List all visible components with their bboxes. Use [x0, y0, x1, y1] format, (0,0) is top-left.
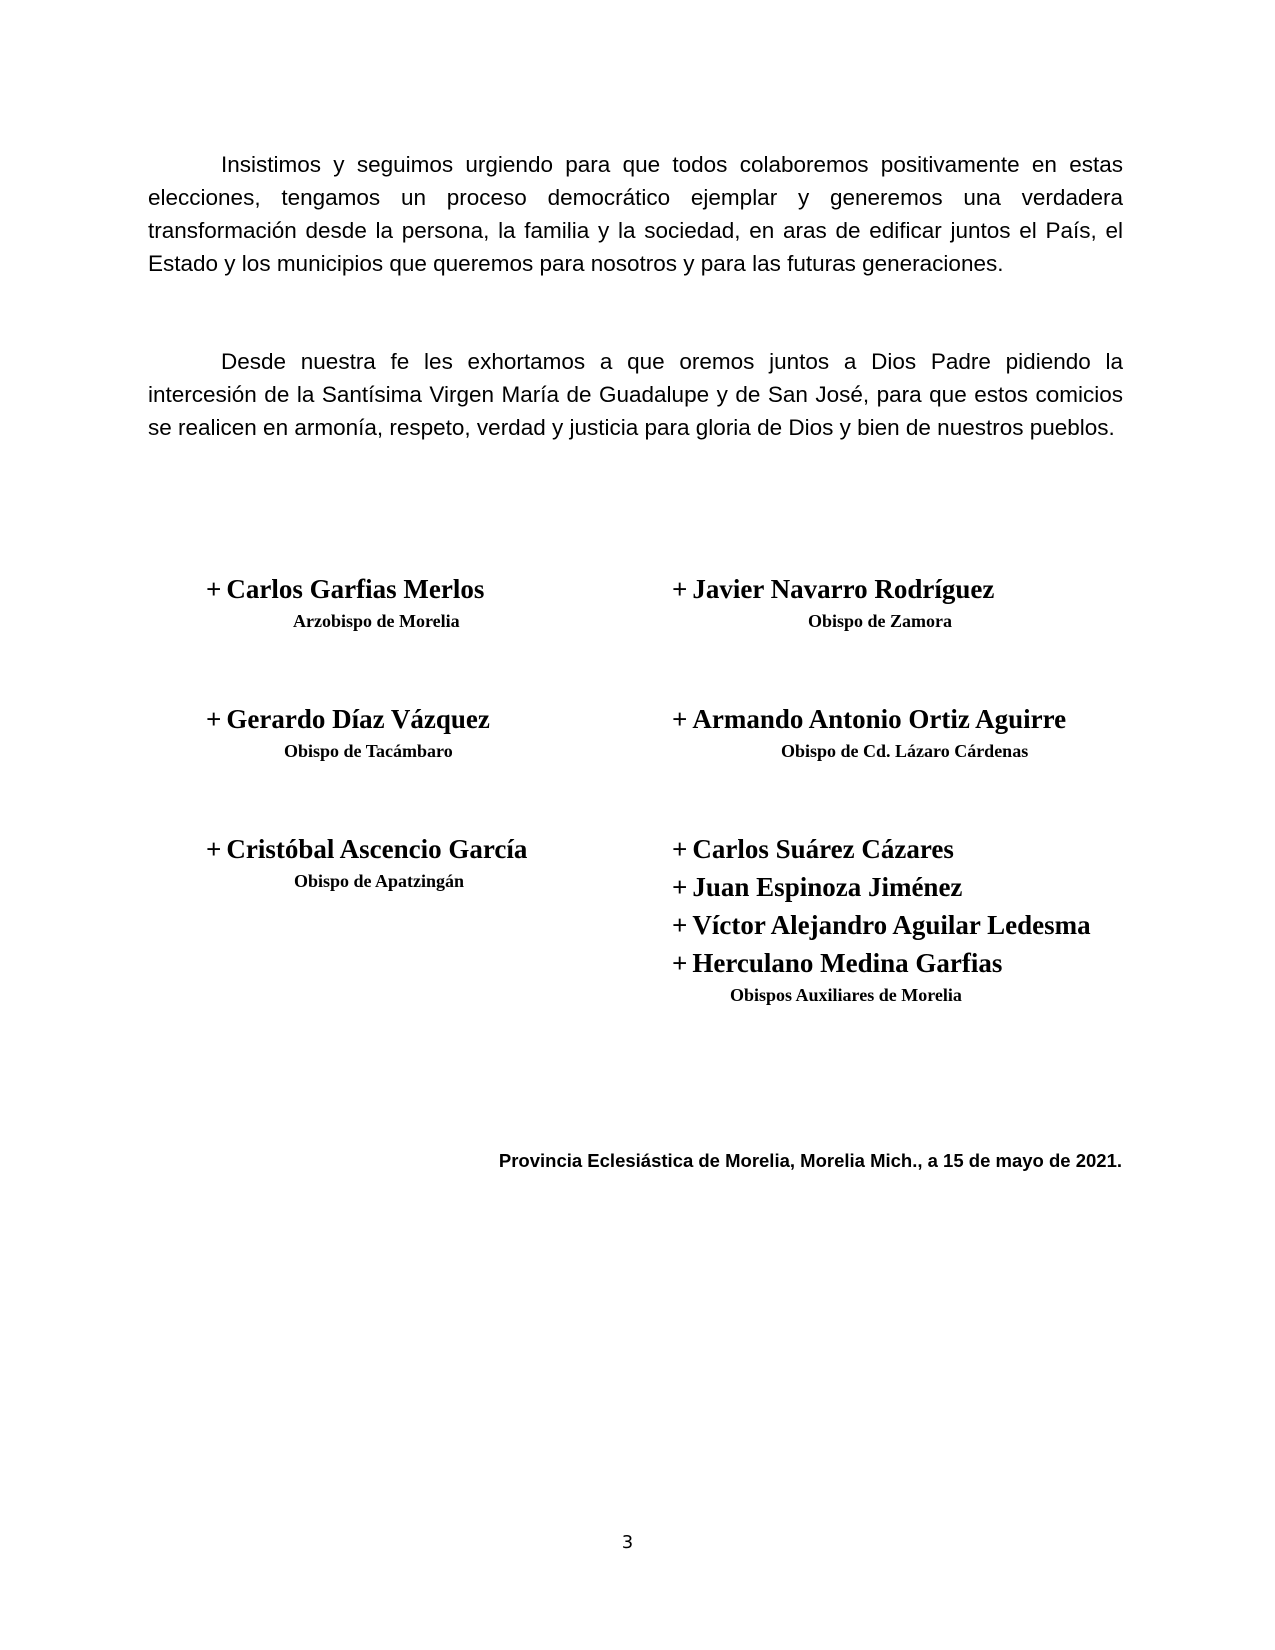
signatory-name — [206, 700, 490, 738]
body-paragraph-2 — [148, 345, 1123, 444]
signature-block-auxiliary-bishops — [672, 830, 1091, 1008]
cross-icon: + — [672, 948, 688, 978]
cross-icon: + — [206, 834, 222, 864]
signatory-title: Arzobispo de Morelia — [293, 611, 460, 631]
page-number: 3 — [621, 1532, 634, 1553]
signatory-name — [672, 906, 1091, 944]
signature-block-bishop-apatzingan — [206, 830, 527, 894]
signature-block-bishop-tacambaro — [206, 700, 490, 764]
name-text: Carlos Suárez Cázares — [692, 834, 954, 864]
signatory-title: Obispo de Cd. Lázaro Cárdenas — [781, 741, 1029, 761]
cross-icon: + — [206, 704, 222, 734]
name-text: Gerardo Díaz Vázquez — [226, 704, 490, 734]
signature-block-archbishop-morelia — [206, 570, 484, 634]
signatory-name — [672, 868, 1091, 906]
body-paragraph-1 — [148, 148, 1123, 280]
signatory-title: Obispo de Apatzingán — [294, 871, 465, 891]
name-text: Carlos Garfias Merlos — [226, 574, 485, 604]
signature-block-bishop-zamora — [672, 570, 994, 634]
place-and-date: Provincia Eclesiástica de Morelia, Morelia Mich., a 15 de mayo de 2021. — [498, 1150, 1122, 1171]
name-text: Víctor Alejandro Aguilar Ledesma — [692, 910, 1091, 940]
cross-icon: + — [672, 834, 688, 864]
signatory-title: Obispo de Tacámbaro — [284, 741, 453, 761]
signatory-name — [672, 570, 994, 608]
name-text: Juan Espinoza Jiménez — [692, 872, 963, 902]
signatory-title: Obispos Auxiliares de Morelia — [730, 985, 962, 1005]
cross-icon: + — [206, 574, 222, 604]
signatory-title: Obispo de Zamora — [808, 611, 953, 631]
name-text: Herculano Medina Garfias — [692, 948, 1003, 978]
signatory-name — [672, 700, 1066, 738]
signatory-name — [672, 830, 1091, 868]
signature-block-bishop-lazaro-cardenas — [672, 700, 1066, 764]
signatory-name — [672, 944, 1091, 982]
signatory-name — [206, 570, 484, 608]
cross-icon: + — [672, 910, 688, 940]
name-text: Armando Antonio Ortiz Aguirre — [692, 704, 1067, 734]
paragraph-text: Insistimos y seguimos urgiendo para que todos colaboremos positivamente en estas elecciones, tengamos un proceso democrático ejemplar y generemos una verdadera transformación desde la persona, la familia y la sociedad, en aras de edificar juntos el País, el Estado y los municipios que queremos para nosotros y para las futuras generaciones. — [148, 152, 1123, 276]
cross-icon: + — [672, 704, 688, 734]
signatory-name — [206, 830, 527, 868]
name-text: Javier Navarro Rodríguez — [692, 574, 995, 604]
paragraph-text: Desde nuestra fe les exhortamos a que oremos juntos a Dios Padre pidiendo la intercesión de la Santísima Virgen María de Guadalupe y de San José, para que estos comicios se realicen en armonía, respeto, verdad y justicia para gloria de Dios y bien de nuestros pueblos. — [148, 349, 1123, 440]
name-text: Cristóbal Ascencio García — [226, 834, 528, 864]
cross-icon: + — [672, 574, 688, 604]
cross-icon: + — [672, 872, 688, 902]
